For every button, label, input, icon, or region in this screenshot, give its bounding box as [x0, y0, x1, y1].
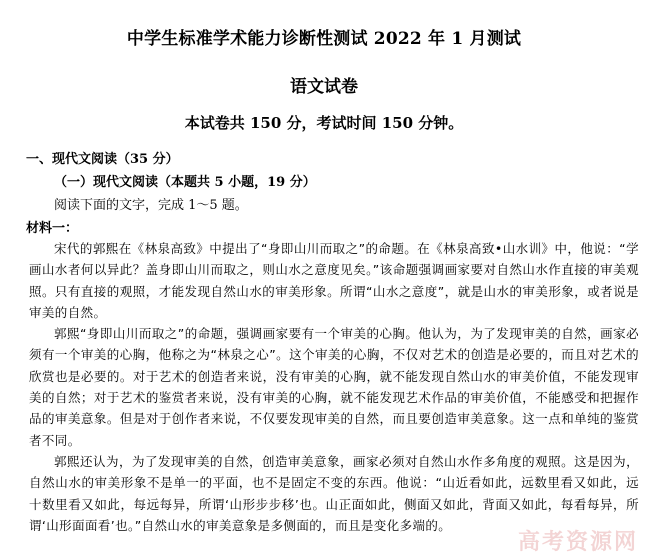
paragraph-1: 宋代的郭熙在《林泉高致》中提出了“身即山川而取之”的命题。在《林泉高致•山水训》中，他说：“学画山水者何以异此？盖身即山川而取之，则山水之意度见矣。”该命题强调画家要对自然山水作直接的审美观照。只有直接的观照，才能发现自然山水的审美形象。所谓“山水之意度”，就是山水的审美形象，或者说是审美的自然。	[29, 241, 639, 320]
subject-title: 语文试卷	[290, 77, 358, 97]
exam-info: 本试卷共 150 分，考试时间 150 分钟。	[184, 114, 464, 132]
material-label: 材料一：	[26, 221, 79, 236]
material-body	[29, 238, 639, 536]
subsection-heading: （一）现代文阅读（本题共 5 小题，19 分）	[54, 175, 316, 190]
paragraph-3: 郭熙还认为，为了发现审美的自然，创造审美意象，画家必须对自然山水作多角度的观照。这是因为，自然山水的审美形象不是单一的平面，也不是固定不变的东西。他说：“山近看如此，远数里看又如此，远十数里看又如此，每远每异，所谓‘山形步步移’也。山正面如此，侧面又如此，背面又如此，每看每异，所谓‘山形面面看’也。”自然山水的审美意象是多侧面的，而且是变化多端的。	[29, 453, 639, 533]
paragraph-2: 郭熙“身即山川而取之”的命题，强调画家要有一个审美的心胸。他认为，为了发现审美的自然，画家必须有一个审美的心胸，他称之为“林泉之心”。这个审美的心胸，不仅对艺术的创造是必要的，而且对艺术的欣赏也是必要的。对于艺术的创造者来说，没有审美的心胸，就不能发现自然山水的审美价值，不能发现审美的自然；对于艺术的鉴赏者来说，没有审美的心胸，就不能发现艺术作品的审美价值，不能感受和把握作品的审美意象。但是对于创作者来说，不仅要发现审美的自然，而且要创造审美意象。这一点和单纯的鉴赏者不同。	[29, 326, 639, 448]
reading-instruction: 阅读下面的文字，完成 1～5 题。	[54, 198, 248, 213]
exam-title: 中学生标准学术能力诊断性测试 2022 年 1 月测试	[126, 29, 522, 49]
watermark: 高考资源网	[517, 530, 638, 555]
section-heading: 一、现代文阅读（35 分）	[26, 152, 179, 167]
